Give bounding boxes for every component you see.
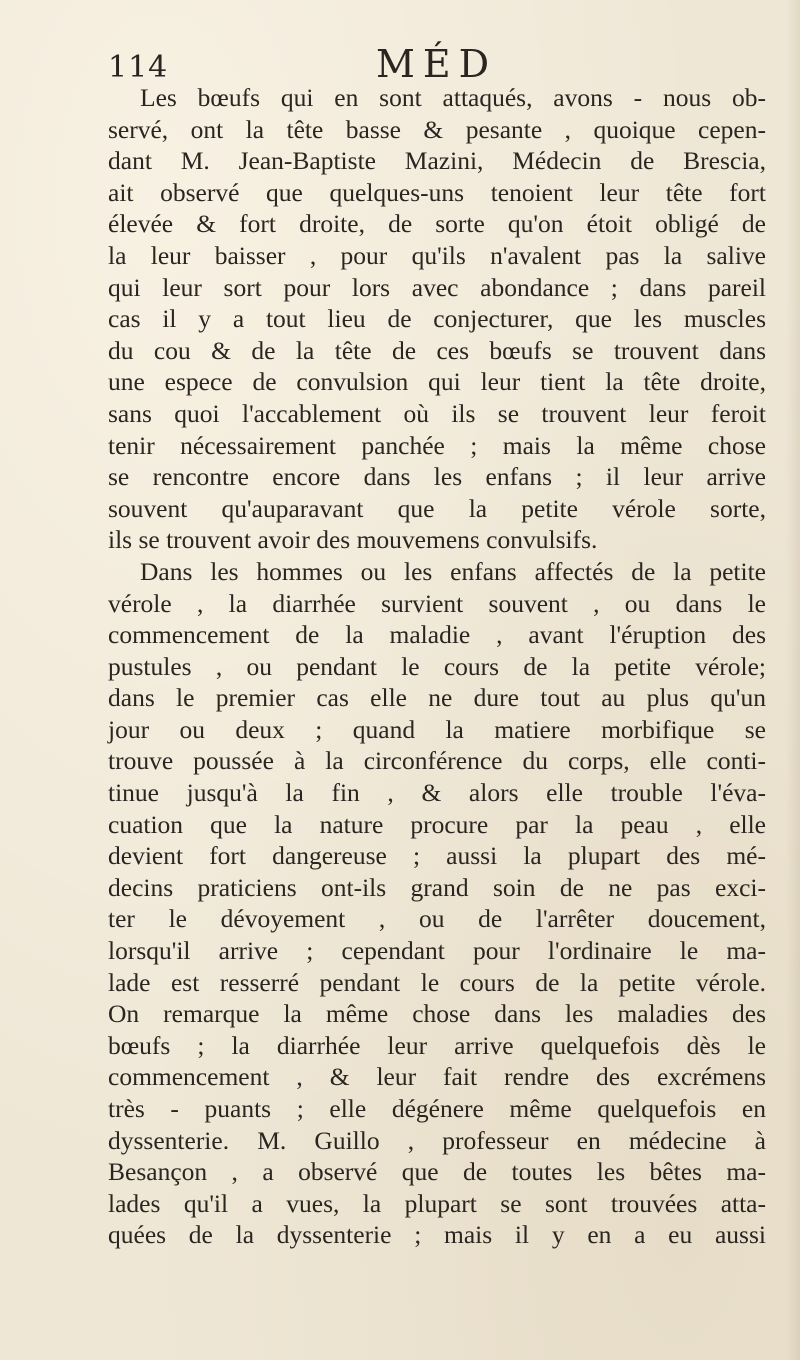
text-line: ils se trouvent avoir des mouvemens convulsifs. — [108, 525, 598, 555]
text-line: Dans les hommes ou les enfans affectés de la petite — [140, 556, 766, 586]
text-line: tinue jusqu'à la fin , & alors elle trouble l'éva- — [108, 778, 766, 808]
text-line: lades qu'il a vues, la plupart se sont trouvées atta- — [108, 1188, 766, 1218]
text-line: Les bœufs qui en sont attaqués, avons - nous ob- — [140, 83, 766, 112]
text-line: tenir nécessairement panchée ; mais la même chose — [108, 430, 766, 460]
text-line: pustules , ou pendant le cours de la petite vérole; — [108, 651, 766, 681]
text-line: commencement , & leur fait rendre des excrémens — [108, 1062, 766, 1092]
page-number: 114 — [108, 50, 169, 85]
text-line: la leur baisser , pour qu'ils n'avalent pas la salive — [108, 240, 766, 270]
text-line: commencement de la maladie , avant l'éruption des — [108, 620, 766, 650]
text-line: servé, ont la tête basse & pesante , quoique cepen- — [108, 114, 766, 144]
text-line: sans quoi l'accablement où ils se trouvent leur feroit — [108, 398, 766, 428]
text-line: lade est resserré pendant le cours de la petite vérole. — [108, 967, 766, 997]
text-line: dant M. Jean-Baptiste Mazini, Médecin de Brescia, — [108, 146, 766, 176]
text-line: ter le dévoyement , ou de l'arrêter doucement, — [108, 904, 766, 934]
text-line: souvent qu'auparavant que la petite vérole sorte, — [108, 493, 766, 523]
text-line: vérole , la diarrhée survient souvent , ou dans le — [108, 588, 766, 618]
text-line: ait observé que quelques-uns tenoient leur tête fort — [108, 177, 766, 207]
text-line: élevée & fort droite, de sorte qu'on étoit obligé de — [108, 209, 766, 239]
text-line: bœufs ; la diarrhée leur arrive quelquefois dès le — [108, 1030, 766, 1060]
body-text — [108, 82, 766, 1251]
text-line: On remarque la même chose dans les maladies des — [108, 999, 766, 1029]
text-line: très - puants ; elle dégénere même quelquefois en — [108, 1094, 766, 1123]
text-line: decins praticiens ont-ils grand soin de ne pas exci- — [108, 872, 766, 902]
text-line: dans le premier cas elle ne dure tout au plus qu'un — [108, 683, 766, 713]
text-line: qui leur sort pour lors avec abondance ; dans pareil — [108, 272, 766, 302]
text-line: se rencontre encore dans les enfans ; il leur arrive — [108, 462, 766, 492]
text-line: quées de la dyssenterie ; mais il y en a eu aussi — [108, 1220, 766, 1250]
text-line: cuation que la nature procure par la peau , elle — [108, 809, 766, 839]
text-line: lorsqu'il arrive ; cependant pour l'ordinaire le ma- — [108, 936, 766, 966]
text-line: une espece de convulsion qui leur tient la tête droite, — [108, 367, 766, 397]
page-edge-shadow — [786, 0, 800, 1360]
text-line: devient fort dangereuse ; aussi la plupart des mé- — [108, 841, 766, 871]
running-title: MÉD — [376, 42, 498, 86]
text-line: du cou & de la tête de ces bœufs se trouvent dans — [108, 335, 766, 365]
text-line: dyssenterie. M. Guillo , professeur en médecine à — [108, 1125, 766, 1155]
text-line: jour ou deux ; quand la matiere morbifique se — [108, 714, 766, 744]
text-line: cas il y a tout lieu de conjecturer, que les muscles — [108, 304, 766, 334]
text-line: trouve poussée à la circonférence du corps, elle conti- — [108, 746, 766, 776]
text-line: Besançon , a observé que de toutes les bêtes ma- — [108, 1157, 766, 1187]
